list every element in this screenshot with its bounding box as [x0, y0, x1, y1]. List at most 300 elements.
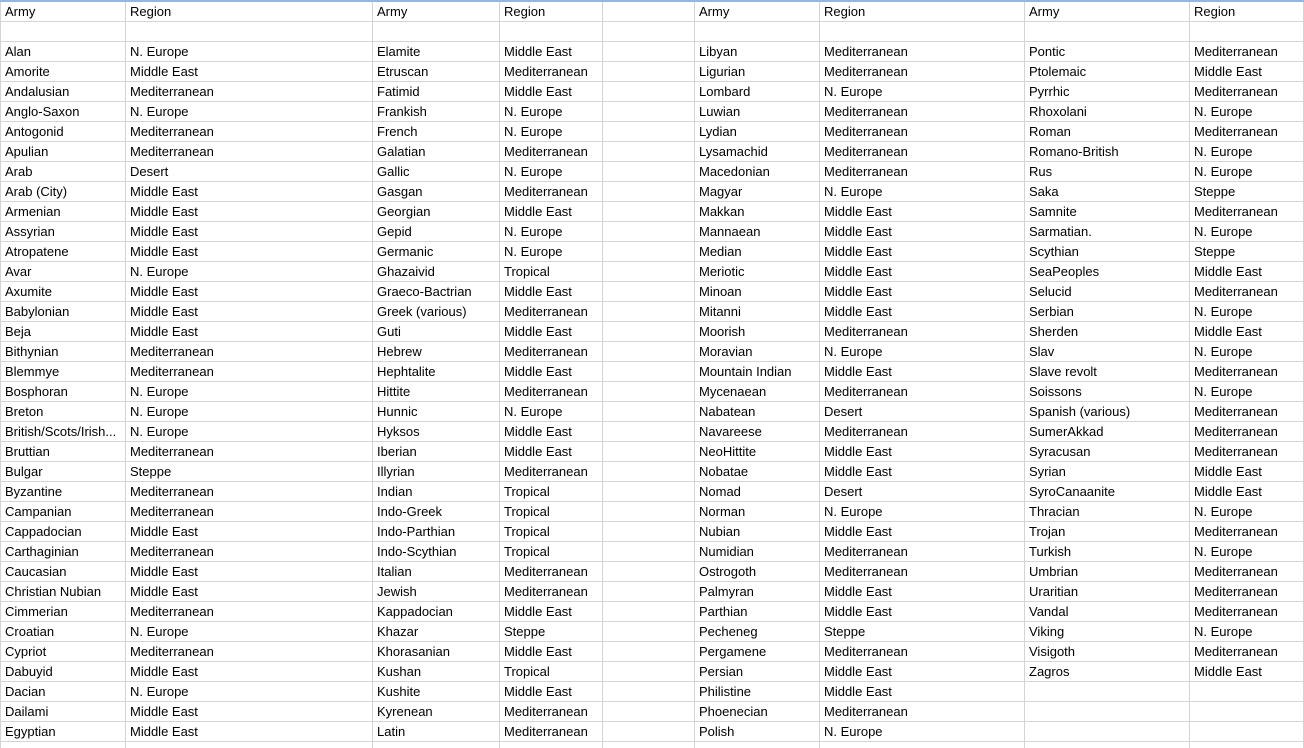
spacer-cell[interactable] [603, 62, 695, 82]
region-cell[interactable] [500, 22, 603, 42]
army-cell[interactable]: Pyrrhic [1025, 82, 1190, 102]
army-cell[interactable]: Mountain Indian [695, 362, 820, 382]
army-cell[interactable]: SumerAkkad [1025, 422, 1190, 442]
column-header-region-3[interactable]: Region [820, 2, 1025, 22]
region-cell[interactable]: Steppe [820, 622, 1025, 642]
region-cell[interactable]: N. Europe [1190, 342, 1304, 362]
spacer-cell[interactable] [603, 402, 695, 422]
region-cell[interactable]: N. Europe [500, 222, 603, 242]
spacer-cell[interactable] [603, 322, 695, 342]
army-cell[interactable]: Turkish [1025, 542, 1190, 562]
region-cell[interactable]: Mediterranean [500, 142, 603, 162]
region-cell[interactable]: Middle East [126, 62, 373, 82]
army-cell[interactable]: Hebrew [373, 342, 500, 362]
army-cell[interactable]: Hyksos [373, 422, 500, 442]
region-cell[interactable]: Middle East [126, 222, 373, 242]
army-cell[interactable] [695, 22, 820, 42]
region-cell[interactable]: Mediterranean [500, 462, 603, 482]
army-cell[interactable]: Median [695, 242, 820, 262]
region-cell[interactable]: Middle East [500, 422, 603, 442]
army-cell[interactable]: Minoan [695, 282, 820, 302]
army-cell[interactable]: Jewish [373, 582, 500, 602]
army-cell[interactable]: Egyptian [0, 722, 126, 742]
army-cell[interactable]: Ghazaivid [373, 262, 500, 282]
army-cell[interactable]: Dacian [0, 682, 126, 702]
army-cell[interactable]: Philistine [695, 682, 820, 702]
region-cell[interactable]: Mediterranean [1190, 122, 1304, 142]
army-cell[interactable]: Gallic [373, 162, 500, 182]
spacer-cell[interactable] [603, 22, 695, 42]
region-cell[interactable]: Middle East [500, 202, 603, 222]
region-cell[interactable]: Middle East [820, 222, 1025, 242]
region-cell[interactable]: Mediterranean [1190, 202, 1304, 222]
region-cell[interactable] [1190, 722, 1304, 742]
region-cell[interactable]: Mediterranean [1190, 642, 1304, 662]
army-cell[interactable] [695, 742, 820, 748]
army-cell[interactable]: Indo-Scythian [373, 542, 500, 562]
army-cell[interactable]: Ligurian [695, 62, 820, 82]
region-cell[interactable] [1190, 702, 1304, 722]
army-cell[interactable]: Selucid [1025, 282, 1190, 302]
army-cell[interactable]: Romano-British [1025, 142, 1190, 162]
region-cell[interactable]: Tropical [500, 542, 603, 562]
army-cell[interactable]: Trojan [1025, 522, 1190, 542]
army-cell[interactable]: Magyar [695, 182, 820, 202]
army-cell[interactable]: Cypriot [0, 642, 126, 662]
spacer-cell[interactable] [603, 42, 695, 62]
spacer-cell[interactable] [603, 422, 695, 442]
spacer-cell[interactable] [603, 382, 695, 402]
region-cell[interactable]: Mediterranean [500, 182, 603, 202]
region-cell[interactable]: Middle East [126, 582, 373, 602]
region-cell[interactable]: Middle East [1190, 662, 1304, 682]
army-cell[interactable]: Khazar [373, 622, 500, 642]
region-cell[interactable]: Middle East [500, 682, 603, 702]
army-cell[interactable]: Hittite [373, 382, 500, 402]
army-cell[interactable]: Kappadocian [373, 602, 500, 622]
region-cell[interactable]: Mediterranean [820, 542, 1025, 562]
army-cell[interactable]: Nabatean [695, 402, 820, 422]
region-cell[interactable]: Middle East [500, 42, 603, 62]
army-cell[interactable]: Slave revolt [1025, 362, 1190, 382]
army-cell[interactable]: Viking [1025, 622, 1190, 642]
army-cell[interactable]: Bithynian [0, 342, 126, 362]
army-cell[interactable]: British/Scots/Irish... [0, 422, 126, 442]
army-cell[interactable]: Gasgan [373, 182, 500, 202]
spacer-cell[interactable] [603, 542, 695, 562]
army-cell[interactable]: NeoHittite [695, 442, 820, 462]
army-cell[interactable]: Guti [373, 322, 500, 342]
army-cell[interactable]: Numidian [695, 542, 820, 562]
army-cell[interactable] [1025, 742, 1190, 748]
region-cell[interactable]: N. Europe [500, 162, 603, 182]
region-cell[interactable]: Middle East [126, 302, 373, 322]
army-cell[interactable]: Kushan [373, 662, 500, 682]
army-cell[interactable]: Croatian [0, 622, 126, 642]
region-cell[interactable]: Mediterranean [126, 602, 373, 622]
army-cell[interactable]: Bruttian [0, 442, 126, 462]
region-cell[interactable]: N. Europe [1190, 102, 1304, 122]
army-cell[interactable]: Thracian [1025, 502, 1190, 522]
region-cell[interactable] [1190, 742, 1304, 748]
army-cell[interactable]: Ptolemaic [1025, 62, 1190, 82]
column-header-army-1[interactable]: Army [0, 2, 126, 22]
region-cell[interactable]: Middle East [500, 82, 603, 102]
region-cell[interactable]: Middle East [1190, 462, 1304, 482]
region-cell[interactable]: Mediterranean [500, 722, 603, 742]
region-cell[interactable]: Middle East [820, 202, 1025, 222]
army-cell[interactable]: Scythian [1025, 242, 1190, 262]
spacer-cell[interactable] [603, 262, 695, 282]
region-cell[interactable]: Mediterranean [820, 162, 1025, 182]
region-cell[interactable]: Middle East [1190, 62, 1304, 82]
spacer-cell[interactable] [603, 602, 695, 622]
army-cell[interactable]: Parthian [695, 602, 820, 622]
spacer-cell[interactable] [603, 562, 695, 582]
region-cell[interactable]: Middle East [820, 282, 1025, 302]
region-cell[interactable]: Middle East [500, 362, 603, 382]
region-cell[interactable]: Middle East [126, 722, 373, 742]
region-cell[interactable]: Middle East [126, 242, 373, 262]
army-cell[interactable]: Dabuyid [0, 662, 126, 682]
region-cell[interactable]: Mediterranean [126, 642, 373, 662]
army-cell[interactable]: Persian [695, 662, 820, 682]
army-cell[interactable]: Armenian [0, 202, 126, 222]
region-cell[interactable]: Middle East [500, 442, 603, 462]
army-cell[interactable]: Germanic [373, 242, 500, 262]
region-cell[interactable] [1190, 682, 1304, 702]
army-cell[interactable]: Macedonian [695, 162, 820, 182]
army-cell[interactable]: Luwian [695, 102, 820, 122]
region-cell[interactable]: Mediterranean [126, 362, 373, 382]
region-cell[interactable]: Steppe [500, 622, 603, 642]
column-header-region-2[interactable]: Region [500, 2, 603, 22]
spacer-cell[interactable] [603, 342, 695, 362]
army-cell[interactable]: Bosphoran [0, 382, 126, 402]
army-cell[interactable]: Phoenecian [695, 702, 820, 722]
army-cell[interactable]: Hephtalite [373, 362, 500, 382]
region-cell[interactable]: N. Europe [126, 622, 373, 642]
region-cell[interactable]: Mediterranean [126, 82, 373, 102]
region-cell[interactable]: Middle East [820, 682, 1025, 702]
region-cell[interactable]: Middle East [820, 362, 1025, 382]
region-cell[interactable]: Desert [820, 402, 1025, 422]
region-cell[interactable]: Middle East [1190, 322, 1304, 342]
army-cell[interactable]: SyroCanaanite [1025, 482, 1190, 502]
region-cell[interactable]: N. Europe [820, 82, 1025, 102]
region-cell[interactable]: N. Europe [500, 242, 603, 262]
region-cell[interactable]: Desert [820, 482, 1025, 502]
army-cell[interactable]: Pontic [1025, 42, 1190, 62]
region-cell[interactable]: N. Europe [126, 42, 373, 62]
region-cell[interactable]: Mediterranean [1190, 442, 1304, 462]
region-cell[interactable]: Middle East [1190, 262, 1304, 282]
army-cell[interactable]: Saka [1025, 182, 1190, 202]
region-cell[interactable]: N. Europe [1190, 302, 1304, 322]
army-cell[interactable]: Umbrian [1025, 562, 1190, 582]
spacer-cell[interactable] [603, 162, 695, 182]
region-cell[interactable]: Steppe [126, 462, 373, 482]
army-cell[interactable]: Kyrenean [373, 702, 500, 722]
army-cell[interactable]: Norman [695, 502, 820, 522]
army-cell[interactable]: Samnite [1025, 202, 1190, 222]
army-cell[interactable]: Etruscan [373, 62, 500, 82]
army-cell[interactable]: Georgian [373, 202, 500, 222]
region-cell[interactable]: Middle East [126, 202, 373, 222]
region-cell[interactable]: Tropical [500, 522, 603, 542]
region-cell[interactable]: Mediterranean [820, 422, 1025, 442]
spacer-cell[interactable] [603, 442, 695, 462]
spacer-cell[interactable] [603, 682, 695, 702]
spacer-cell[interactable] [603, 662, 695, 682]
army-cell[interactable]: French [373, 122, 500, 142]
army-cell[interactable]: Sherden [1025, 322, 1190, 342]
region-cell[interactable]: Middle East [820, 602, 1025, 622]
army-cell[interactable]: Cappadocian [0, 522, 126, 542]
army-cell[interactable]: Beja [0, 322, 126, 342]
region-cell[interactable]: Mediterranean [126, 442, 373, 462]
army-cell[interactable]: Moravian [695, 342, 820, 362]
army-cell[interactable]: Mitanni [695, 302, 820, 322]
column-header-army-4[interactable]: Army [1025, 2, 1190, 22]
region-cell[interactable]: Mediterranean [126, 482, 373, 502]
army-cell[interactable] [373, 22, 500, 42]
army-cell[interactable]: Anglo-Saxon [0, 102, 126, 122]
army-cell[interactable]: Visigoth [1025, 642, 1190, 662]
spacer-cell[interactable] [603, 202, 695, 222]
army-cell[interactable]: Navareese [695, 422, 820, 442]
army-cell[interactable]: Makkan [695, 202, 820, 222]
army-cell[interactable]: Fatimid [373, 82, 500, 102]
army-cell[interactable]: Serbian [1025, 302, 1190, 322]
army-cell[interactable]: Andalusian [0, 82, 126, 102]
region-cell[interactable]: Mediterranean [820, 42, 1025, 62]
region-cell[interactable]: Mediterranean [500, 62, 603, 82]
army-cell[interactable] [1025, 722, 1190, 742]
column-header-region-1[interactable]: Region [126, 2, 373, 22]
army-cell[interactable]: Spanish (various) [1025, 402, 1190, 422]
army-cell[interactable]: Babylonian [0, 302, 126, 322]
region-cell[interactable]: Mediterranean [126, 542, 373, 562]
spacer-cell[interactable] [603, 282, 695, 302]
spacer-cell[interactable] [603, 242, 695, 262]
army-cell[interactable]: Zagros [1025, 662, 1190, 682]
army-cell[interactable]: Illyrian [373, 462, 500, 482]
region-cell[interactable]: Middle East [820, 582, 1025, 602]
region-cell[interactable]: Mediterranean [500, 382, 603, 402]
army-cell[interactable]: Gepid [373, 222, 500, 242]
army-cell[interactable]: Apulian [0, 142, 126, 162]
region-cell[interactable] [820, 22, 1025, 42]
army-cell[interactable] [0, 742, 126, 748]
army-cell[interactable]: Sarmatian. [1025, 222, 1190, 242]
spacer-cell[interactable] [603, 462, 695, 482]
spacer-cell[interactable] [603, 582, 695, 602]
region-cell[interactable]: Middle East [126, 182, 373, 202]
army-cell[interactable] [0, 22, 126, 42]
region-cell[interactable]: Tropical [500, 482, 603, 502]
spacer-cell[interactable] [603, 742, 695, 748]
army-cell[interactable] [1025, 22, 1190, 42]
army-cell[interactable]: Atropatene [0, 242, 126, 262]
army-cell[interactable] [1025, 682, 1190, 702]
region-cell[interactable]: Middle East [820, 262, 1025, 282]
army-cell[interactable]: SeaPeoples [1025, 262, 1190, 282]
region-cell[interactable]: N. Europe [500, 402, 603, 422]
army-cell[interactable]: Iberian [373, 442, 500, 462]
region-cell[interactable]: N. Europe [820, 182, 1025, 202]
region-cell[interactable]: Middle East [820, 662, 1025, 682]
army-cell[interactable]: Uraritian [1025, 582, 1190, 602]
region-cell[interactable]: N. Europe [1190, 622, 1304, 642]
region-cell[interactable] [126, 22, 373, 42]
region-cell[interactable]: Middle East [126, 522, 373, 542]
spacer-cell[interactable] [603, 182, 695, 202]
region-cell[interactable]: Mediterranean [820, 122, 1025, 142]
spacer-cell[interactable] [603, 142, 695, 162]
region-cell[interactable]: Middle East [126, 282, 373, 302]
region-cell[interactable]: N. Europe [1190, 222, 1304, 242]
spacer-cell[interactable] [603, 302, 695, 322]
army-cell[interactable]: Nubian [695, 522, 820, 542]
army-cell[interactable]: Avar [0, 262, 126, 282]
army-cell[interactable]: Frankish [373, 102, 500, 122]
army-cell[interactable]: Breton [0, 402, 126, 422]
region-cell[interactable]: Middle East [126, 702, 373, 722]
region-cell[interactable]: N. Europe [126, 262, 373, 282]
region-cell[interactable]: Mediterranean [820, 382, 1025, 402]
army-cell[interactable]: Rus [1025, 162, 1190, 182]
region-cell[interactable]: N. Europe [1190, 502, 1304, 522]
army-cell[interactable]: Indo-Greek [373, 502, 500, 522]
army-cell[interactable]: Lombard [695, 82, 820, 102]
army-cell[interactable]: Galatian [373, 142, 500, 162]
spacer-cell[interactable] [603, 482, 695, 502]
army-cell[interactable]: Caucasian [0, 562, 126, 582]
army-cell[interactable]: Bulgar [0, 462, 126, 482]
region-cell[interactable]: Tropical [500, 662, 603, 682]
army-cell[interactable]: Byzantine [0, 482, 126, 502]
region-cell[interactable]: Mediterranean [500, 562, 603, 582]
army-cell[interactable]: Syrian [1025, 462, 1190, 482]
army-cell[interactable]: Ostrogoth [695, 562, 820, 582]
region-cell[interactable]: Middle East [500, 642, 603, 662]
army-cell[interactable]: Hunnic [373, 402, 500, 422]
army-cell[interactable]: Amorite [0, 62, 126, 82]
region-cell[interactable]: Middle East [500, 282, 603, 302]
army-cell[interactable]: Slav [1025, 342, 1190, 362]
region-cell[interactable]: Mediterranean [500, 582, 603, 602]
army-cell[interactable]: Alan [0, 42, 126, 62]
army-cell[interactable]: Lysamachid [695, 142, 820, 162]
spacer-cell[interactable] [603, 702, 695, 722]
region-cell[interactable]: Steppe [1190, 182, 1304, 202]
army-cell[interactable]: Pergamene [695, 642, 820, 662]
region-cell[interactable]: N. Europe [126, 422, 373, 442]
army-cell[interactable]: Elamite [373, 42, 500, 62]
region-cell[interactable]: Mediterranean [820, 562, 1025, 582]
region-cell[interactable]: Mediterranean [1190, 602, 1304, 622]
region-cell[interactable]: Mediterranean [1190, 522, 1304, 542]
army-cell[interactable]: Roman [1025, 122, 1190, 142]
region-cell[interactable]: Tropical [500, 502, 603, 522]
army-cell[interactable]: Khorasanian [373, 642, 500, 662]
region-cell[interactable]: Middle East [820, 462, 1025, 482]
army-cell[interactable]: Cimmerian [0, 602, 126, 622]
column-header-army-3[interactable]: Army [695, 2, 820, 22]
region-cell[interactable]: Middle East [126, 322, 373, 342]
spacer-cell[interactable] [603, 642, 695, 662]
region-cell[interactable]: N. Europe [1190, 162, 1304, 182]
army-cell[interactable]: Arab [0, 162, 126, 182]
region-cell[interactable]: Mediterranean [820, 102, 1025, 122]
region-cell[interactable]: Middle East [126, 562, 373, 582]
region-cell[interactable]: Mediterranean [500, 342, 603, 362]
army-cell[interactable]: Arab (City) [0, 182, 126, 202]
army-cell[interactable]: Nomad [695, 482, 820, 502]
army-cell[interactable]: Moorish [695, 322, 820, 342]
spacer-cell[interactable] [603, 122, 695, 142]
region-cell[interactable]: Middle East [500, 322, 603, 342]
army-cell[interactable] [373, 742, 500, 748]
region-cell[interactable] [1190, 22, 1304, 42]
army-cell[interactable]: Indian [373, 482, 500, 502]
army-cell[interactable] [1025, 702, 1190, 722]
army-cell[interactable]: Vandal [1025, 602, 1190, 622]
army-cell[interactable]: Dailami [0, 702, 126, 722]
army-cell[interactable]: Soissons [1025, 382, 1190, 402]
spacer-cell[interactable] [603, 222, 695, 242]
army-cell[interactable]: Latin [373, 722, 500, 742]
region-cell[interactable]: Middle East [500, 602, 603, 622]
region-cell[interactable]: Mediterranean [1190, 282, 1304, 302]
army-cell[interactable]: Blemmye [0, 362, 126, 382]
region-cell[interactable]: Mediterranean [126, 502, 373, 522]
spacer-cell[interactable] [603, 2, 695, 22]
army-cell[interactable]: Assyrian [0, 222, 126, 242]
army-cell[interactable]: Mycenaean [695, 382, 820, 402]
region-cell[interactable]: Mediterranean [126, 142, 373, 162]
region-cell[interactable]: N. Europe [126, 102, 373, 122]
army-cell[interactable]: Antogonid [0, 122, 126, 142]
region-cell[interactable]: N. Europe [1190, 142, 1304, 162]
region-cell[interactable]: Desert [126, 162, 373, 182]
army-cell[interactable]: Mannaean [695, 222, 820, 242]
region-cell[interactable]: N. Europe [820, 342, 1025, 362]
spacer-cell[interactable] [603, 102, 695, 122]
army-cell[interactable]: Christian Nubian [0, 582, 126, 602]
region-cell[interactable]: Middle East [820, 522, 1025, 542]
region-cell[interactable] [126, 742, 373, 748]
column-header-region-4[interactable]: Region [1190, 2, 1304, 22]
region-cell[interactable]: N. Europe [500, 102, 603, 122]
army-cell[interactable]: Meriotic [695, 262, 820, 282]
army-cell[interactable]: Carthaginian [0, 542, 126, 562]
region-cell[interactable]: Mediterranean [500, 702, 603, 722]
region-cell[interactable]: N. Europe [126, 382, 373, 402]
region-cell[interactable]: N. Europe [1190, 382, 1304, 402]
region-cell[interactable]: Mediterranean [126, 342, 373, 362]
region-cell[interactable]: N. Europe [820, 502, 1025, 522]
region-cell[interactable]: Mediterranean [1190, 42, 1304, 62]
spacer-cell[interactable] [603, 522, 695, 542]
region-cell[interactable]: N. Europe [126, 682, 373, 702]
region-cell[interactable]: Mediterranean [820, 642, 1025, 662]
region-cell[interactable]: Mediterranean [1190, 82, 1304, 102]
region-cell[interactable]: Middle East [126, 662, 373, 682]
region-cell[interactable]: Mediterranean [1190, 362, 1304, 382]
army-cell[interactable]: Axumite [0, 282, 126, 302]
